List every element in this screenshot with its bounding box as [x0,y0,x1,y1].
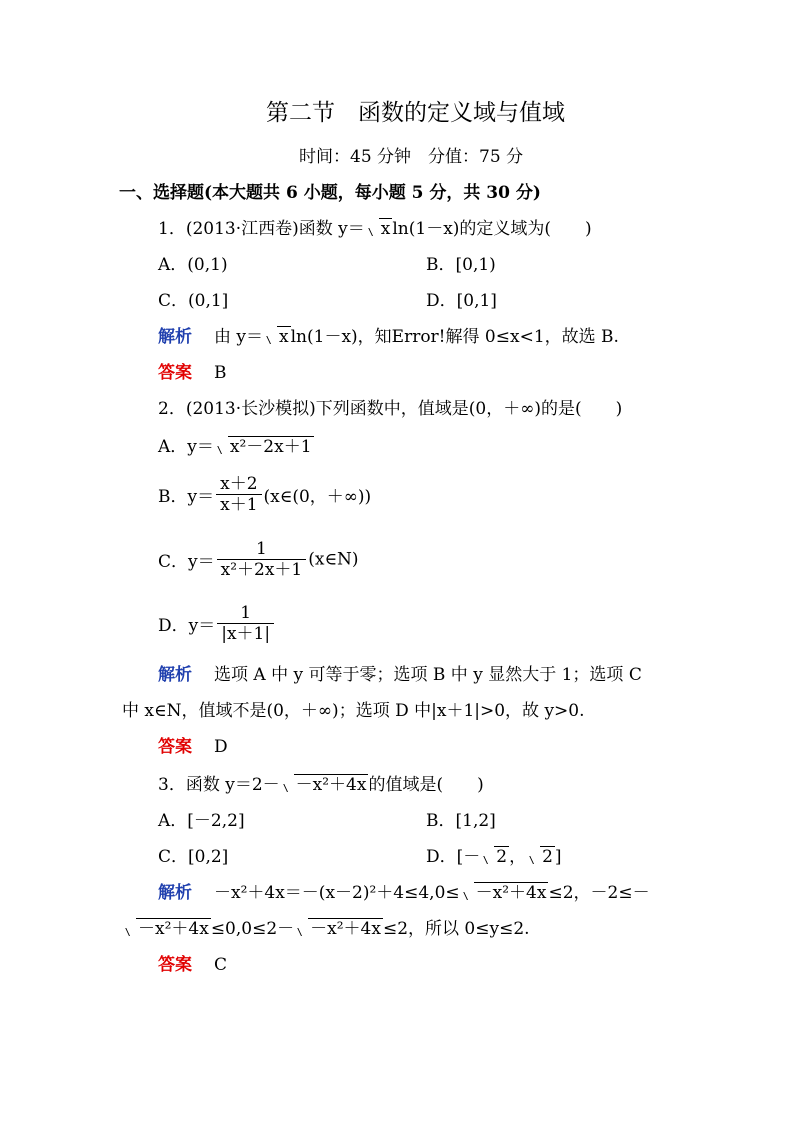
denominator: x＋1 [216,494,261,515]
q2-b-suffix: (x∈(0，＋∞)) [263,487,372,507]
fraction [217,539,307,580]
q3-option-d [426,846,562,868]
q3-option-a: A．[－2,2] [158,811,245,831]
q2-analysis-line-2: 中 x∈N，值域不是(0，＋∞)；选项 D 中|x＋1|>0，故 y>0. [122,701,585,721]
q1-stem-suffix: ln(1－x)的定义域为( ) [392,219,592,239]
analysis-text-b: ln(1－x)，知Error!解得 0≤x<1，故选 B. [290,327,619,347]
denominator: |x＋1| [217,623,274,644]
section-heading: 一、选择题(本大题共 6 小题，每小题 5 分，共 30 分) [119,183,541,203]
q2-option-b [158,474,371,515]
q3-d-prefix: D．[－ [426,847,481,867]
radicand: 2 [496,847,508,867]
analysis-text: 选项 A 中 y 可等于零；选项 B 中 y 显然大于 1；选项 C [214,665,642,685]
q3-answer [158,954,227,976]
fraction [216,474,261,515]
q3-d-sep: ， [509,847,527,867]
q3-option-c: C．[0,2] [158,847,229,867]
sqrt [367,218,393,240]
q2-c-prefix: C．y＝ [158,552,215,572]
answer-value: B [214,363,227,383]
sqrt [216,436,314,458]
fraction [217,603,274,644]
sqrt [528,846,555,868]
radicand: 2 [542,847,553,867]
q1-option-a: A．(0,1) [158,255,228,275]
q1-option-d: D．[0,1] [426,291,497,311]
analysis-text-b: ≤2，－2≤－ [548,883,650,903]
radicand: x [279,327,289,347]
analysis-text-d: ≤2，所以 0≤y≤2. [382,919,530,939]
analysis-text-c: ≤0,0≤2－ [210,919,295,939]
analysis-text-a: －x²＋4x＝－(x－2)²＋4≤4,0≤ [214,883,460,903]
q1-option-c: C．(0,1] [158,291,229,311]
sqrt [265,326,291,348]
radicand: －x²＋4x [310,919,381,939]
sqrt [282,774,369,796]
radicand: x [380,219,391,239]
q1-answer [158,362,227,384]
q2-answer [158,736,228,758]
q2-option-c [158,539,359,580]
analysis-text-a: 由 y＝ [214,327,264,347]
answer-label: 答案 [158,363,192,383]
q3-option-b: B．[1,2] [426,811,496,831]
q2-option-a [158,436,314,458]
sqrt [296,918,383,940]
answer-label: 答案 [158,955,192,975]
q1-analysis [158,326,619,348]
q1-stem-prefix: 1．(2013·江西卷)函数 y＝ [158,219,365,239]
radicand: －x²＋4x [138,919,209,939]
q1-option-b: B．[0,1) [426,255,496,275]
sqrt [124,918,211,940]
q3-analysis-line-2 [122,918,530,940]
q2-c-suffix: (x∈N) [308,549,359,570]
numerator: x＋2 [220,474,258,494]
page-title: 第二节 函数的定义域与值域 [266,100,565,126]
question-2-stem: 2．(2013·长沙模拟)下列函数中，值域是(0，＋∞)的是( ) [158,399,623,419]
q2-d-prefix: D．y＝ [158,616,216,636]
analysis-label: 解析 [158,665,192,685]
radicand: x²－2x＋1 [229,437,312,457]
analysis-label: 解析 [158,883,192,903]
question-3-stem [158,774,484,796]
sqrt [462,882,549,904]
radicand: －x²＋4x [475,883,547,903]
numerator: 1 [240,603,252,623]
q2-option-d [158,603,276,644]
q2-a-prefix: A．y＝ [158,437,214,457]
q2-analysis-line-1 [158,664,642,686]
answer-value: D [214,737,228,757]
radicand: －x²＋4x [295,775,367,795]
question-1-stem [158,218,592,240]
q3-analysis-line-1 [158,882,650,904]
sqrt [482,846,509,868]
q3-stem-suffix: 的值域是( ) [368,775,484,795]
numerator: 1 [256,539,267,559]
answer-value: C [214,955,228,975]
q2-b-prefix: B．y＝ [158,487,215,507]
denominator: x²＋2x＋1 [217,559,307,580]
q3-d-suffix: ] [554,847,562,867]
analysis-label: 解析 [158,327,192,347]
answer-label: 答案 [158,737,192,757]
q3-stem-prefix: 3．函数 y＝2－ [158,775,280,795]
exam-meta: 时间：45 分钟 分值：75 分 [299,147,524,167]
